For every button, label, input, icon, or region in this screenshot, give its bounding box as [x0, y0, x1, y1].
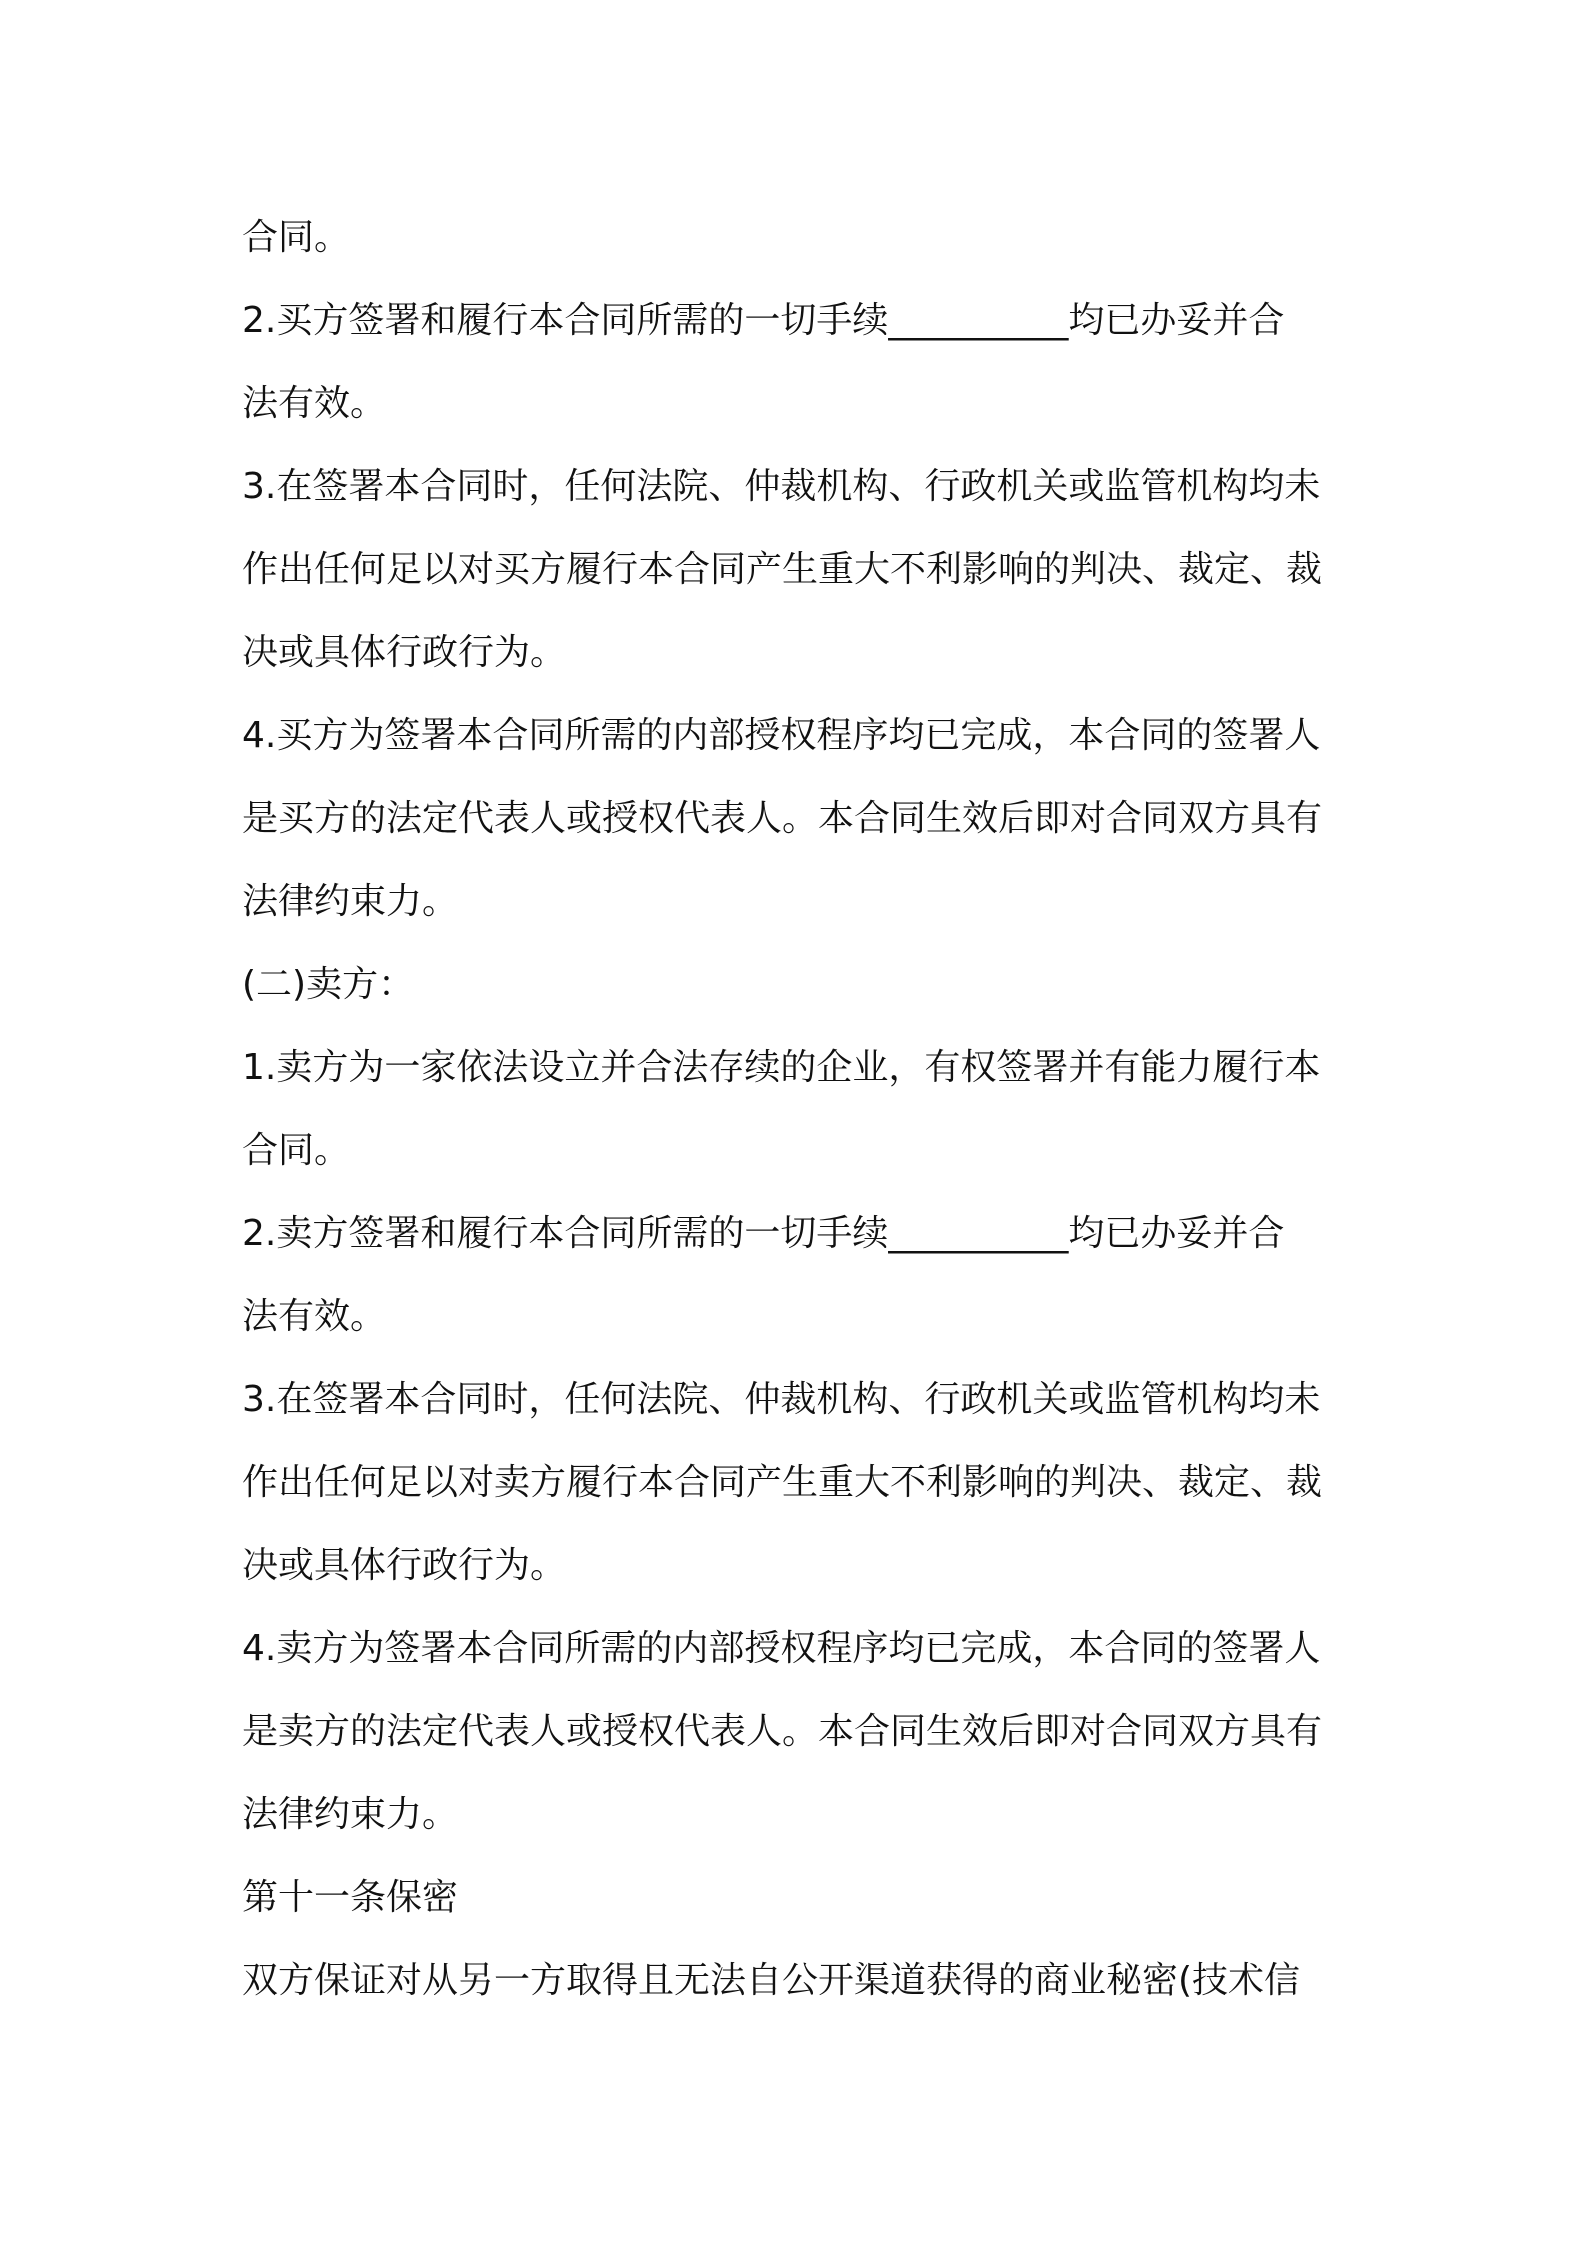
text-line: 合同。	[242, 217, 351, 258]
text-line: 合同。	[242, 1130, 351, 1171]
text-line: 1.卖方为一家依法设立并合法存续的企业，有权签署并有能力履行本	[242, 1047, 1321, 1088]
text-line: 4.买方为签署本合同所需的内部授权程序均已完成，本合同的签署人	[242, 715, 1321, 756]
text-line: 是卖方的法定代表人或授权代表人。本合同生效后即对合同双方具有	[242, 1711, 1323, 1752]
text-line: 作出任何足以对买方履行本合同产生重大不利影响的判决、裁定、裁	[242, 549, 1323, 590]
text-line: 3.在签署本合同时，任何法院、仲裁机构、行政机关或监管机构均未	[242, 466, 1321, 507]
text-line: 决或具体行政行为。	[242, 632, 567, 673]
article-heading-confidentiality: 第十一条保密	[242, 1877, 459, 1918]
text-line: 3.在签署本合同时，任何法院、仲裁机构、行政机关或监管机构均未	[242, 1379, 1321, 1420]
text-line: 是买方的法定代表人或授权代表人。本合同生效后即对合同双方具有	[242, 798, 1323, 839]
text-line: 法有效。	[242, 1296, 387, 1337]
section-heading-seller: (二)卖方：	[242, 964, 415, 1005]
document-body	[242, 196, 1357, 2022]
text-line: 决或具体行政行为。	[242, 1545, 567, 1586]
text-line: 法律约束力。	[242, 881, 459, 922]
text-line: 4.卖方为签署本合同所需的内部授权程序均已完成，本合同的签署人	[242, 1628, 1321, 1669]
text-line: 作出任何足以对卖方履行本合同产生重大不利影响的判决、裁定、裁	[242, 1462, 1323, 1503]
text-line: 法律约束力。	[242, 1794, 459, 1835]
text-line: 法有效。	[242, 383, 387, 424]
text-line: 2.卖方签署和履行本合同所需的一切手续__________均已办妥并合	[242, 1213, 1285, 1254]
text-line: 2.买方签署和履行本合同所需的一切手续__________均已办妥并合	[242, 300, 1285, 341]
text-line: 双方保证对从另一方取得且无法自公开渠道获得的商业秘密(技术信	[242, 1960, 1301, 2001]
